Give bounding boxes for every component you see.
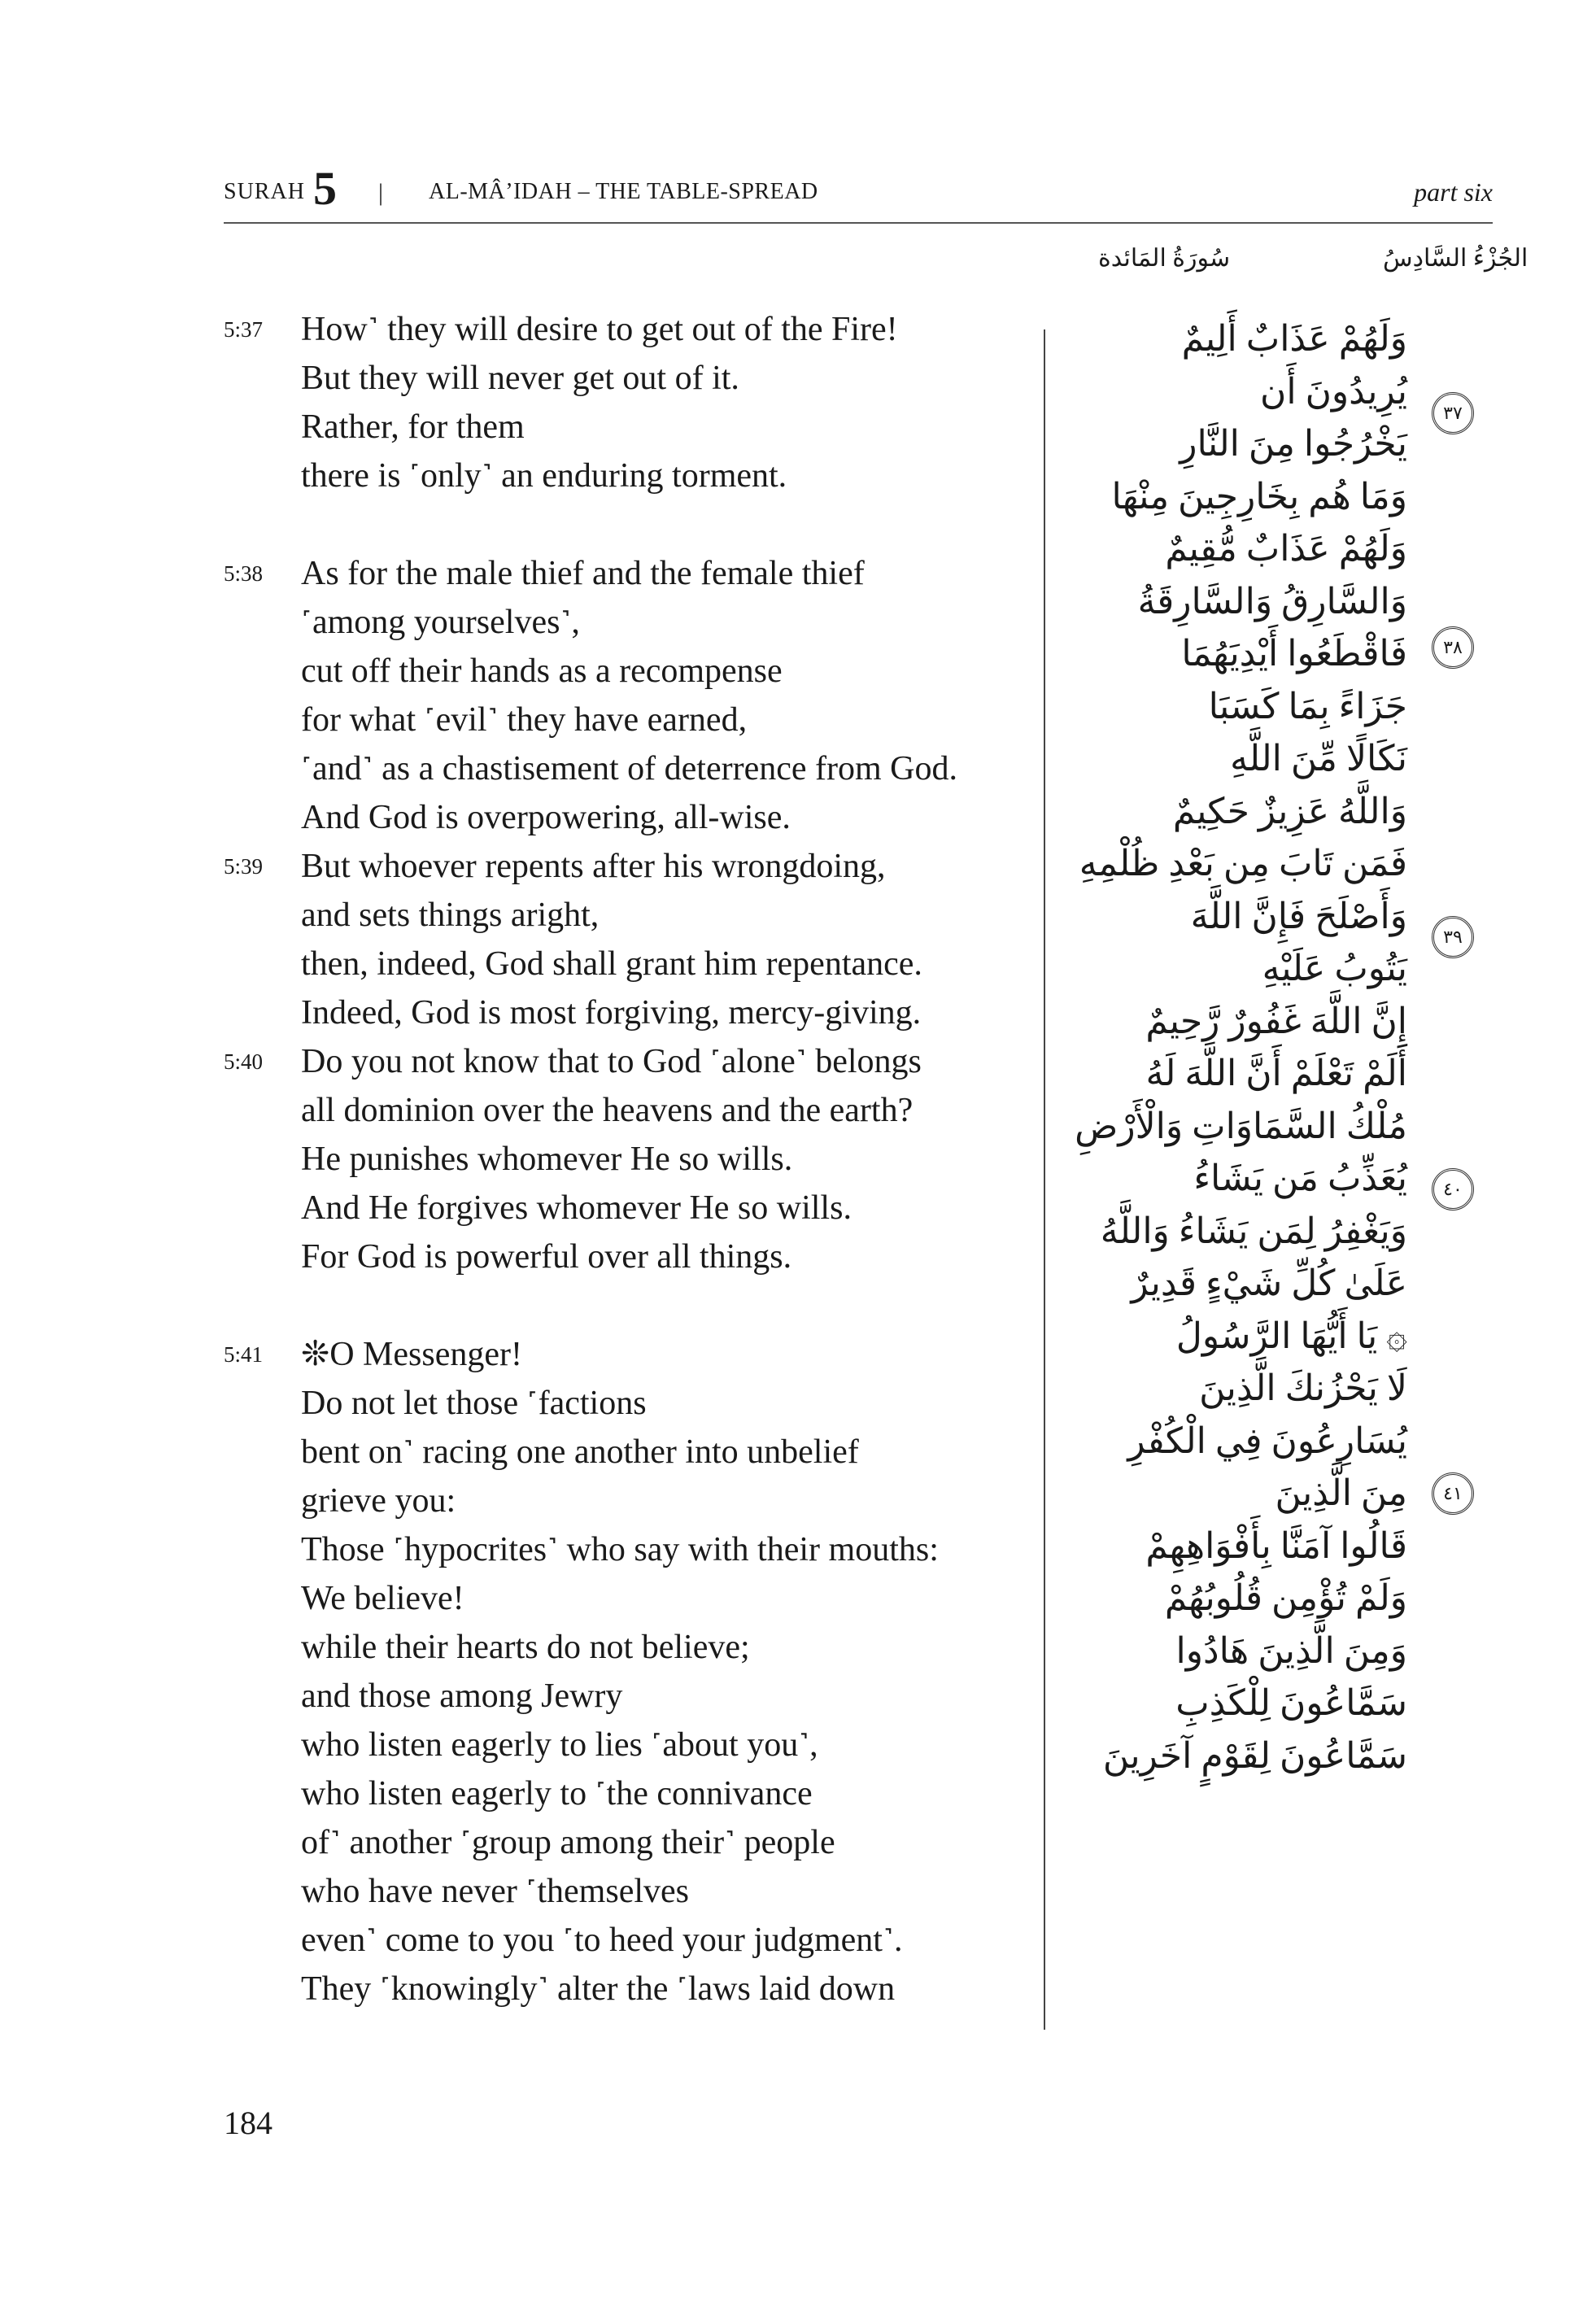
translation-text: of˺ another ˹group among their˺ people xyxy=(301,1824,835,1861)
translation-text: and those among Jewry xyxy=(301,1677,623,1715)
translation-line xyxy=(224,1330,1021,1379)
arabic-line: وَمَا هُم بِخَارِجِينَ مِنْهَا xyxy=(1111,476,1407,517)
translation-line xyxy=(224,451,1021,500)
translation-text: who have never ˹themselves xyxy=(301,1873,689,1910)
translation-text: And God is overpowering, all-wise. xyxy=(301,799,791,836)
arabic-line: أَلَمْ تَعْلَمْ أَنَّ اللَّهَ لَهُ xyxy=(1145,1053,1407,1093)
arabic-line: وَاللَّهُ عَزِيزٌ حَكِيمٌ xyxy=(1172,791,1407,831)
verse-marker-39: ٣٩ xyxy=(1432,916,1474,958)
arabic-line: وَلَهُمْ عَذَابٌ مُّقِيمٌ xyxy=(1165,529,1407,569)
stanza-gap xyxy=(224,500,1021,549)
arabic-line: وَأَصْلَحَ فَإِنَّ اللَّهَ xyxy=(1190,896,1407,936)
translation-line xyxy=(224,598,1021,647)
verse-number: 5:40 xyxy=(224,1049,264,1074)
translation-line xyxy=(224,354,1021,403)
verse-number: 5:39 xyxy=(224,854,264,879)
translation-line xyxy=(224,793,1021,842)
arabic-line: فَمَن تَابَ مِن بَعْدِ ظُلْمِهِ xyxy=(1079,844,1407,883)
arabic-juz-header: الجُزْءُ السَّادِسُ xyxy=(1383,245,1528,272)
translation-text: Do not let those ˹factions xyxy=(301,1385,647,1422)
translation-text: Those ˹hypocrites˺ who say with their mouths: xyxy=(301,1531,939,1568)
translation-text: But they will never get out of it. xyxy=(301,360,739,397)
translation-line xyxy=(224,988,1021,1037)
translation-line xyxy=(224,1769,1021,1818)
translation-line xyxy=(224,1477,1021,1525)
verse-number: 5:38 xyxy=(224,561,264,586)
translation-text: and sets things aright, xyxy=(301,896,600,934)
verse-number: 5:37 xyxy=(224,317,264,342)
translation-line xyxy=(224,1232,1021,1281)
translation-line xyxy=(224,305,1021,354)
translation-text: For God is powerful over all things. xyxy=(301,1238,792,1276)
translation-text: As for the male thief and the female thief xyxy=(301,555,865,592)
arabic-line: قَالُوا آمَنَّا بِأَفْوَاهِهِمْ xyxy=(1145,1525,1407,1566)
header-separator: | xyxy=(378,179,384,206)
arabic-line: وَمِنَ الَّذِينَ هَادُوا xyxy=(1175,1630,1407,1671)
translation-text: cut off their hands as a recompense xyxy=(301,652,783,690)
translation-line xyxy=(224,1086,1021,1135)
verse-marker-38: ٣٨ xyxy=(1432,626,1474,669)
arabic-line: يُعَذِّبُ مَن يَشَاءُ xyxy=(1193,1158,1407,1198)
translation-text: ˹and˺ as a chastisement of deterrence from God. xyxy=(301,750,957,787)
translation-line xyxy=(224,696,1021,744)
arabic-line: جَزَاءً بِمَا كَسَبَا xyxy=(1208,686,1407,726)
translation-line xyxy=(224,1672,1021,1721)
arabic-line: لَا يَحْزُنكَ الَّذِينَ xyxy=(1199,1368,1407,1408)
page-number: 184 xyxy=(224,2105,273,2141)
translation-line xyxy=(224,549,1021,598)
surah-label: SURAH xyxy=(224,179,305,204)
arabic-line: نَكَالًا مِّنَ اللَّهِ xyxy=(1230,739,1407,779)
arabic-line: مِنَ الَّذِينَ xyxy=(1275,1473,1407,1513)
running-header xyxy=(224,162,1493,215)
column-divider xyxy=(1044,329,1045,2030)
translation-line xyxy=(224,1965,1021,2013)
translation-line xyxy=(224,1037,1021,1086)
surah-number: 5 xyxy=(313,162,337,215)
verse-marker-37: ٣٧ xyxy=(1432,392,1474,434)
stanza-gap xyxy=(224,1281,1021,1330)
english-translation xyxy=(224,305,1021,2013)
translation-line xyxy=(224,1623,1021,1672)
arabic-line: وَالسَّارِقُ وَالسَّارِقَةُ xyxy=(1137,581,1407,622)
arabic-line: سَمَّاعُونَ لِقَوْمٍ آخَرِينَ xyxy=(1102,1735,1407,1776)
translation-text: ˹among yourselves˺, xyxy=(301,604,580,641)
arabic-line: وَلَهُمْ عَذَابٌ أَلِيمٌ xyxy=(1181,319,1407,359)
translation-text: But whoever repents after his wrongdoing, xyxy=(301,848,886,885)
translation-text: while their hearts do not believe; xyxy=(301,1629,750,1666)
translation-text: there is ˹only˺ an enduring torment. xyxy=(301,457,787,495)
arabic-line: عَلَىٰ كُلِّ شَيْءٍ قَدِيرٌ xyxy=(1131,1263,1407,1303)
translation-line xyxy=(224,403,1021,451)
translation-text: bent on˺ racing one another into unbelief xyxy=(301,1433,859,1471)
verse-number: 5:41 xyxy=(224,1342,264,1367)
verse-marker-41: ٤١ xyxy=(1432,1472,1474,1515)
translation-text: We believe! xyxy=(301,1580,464,1617)
arabic-line: يُسَارِعُونَ فِي الْكُفْرِ xyxy=(1127,1420,1407,1461)
arabic-line: وَلَمْ تُؤْمِن قُلُوبُهُمْ xyxy=(1164,1578,1407,1618)
verse-marker-40: ٤٠ xyxy=(1432,1168,1474,1211)
arabic-line: فَاقْطَعُوا أَيْدِيَهُمَا xyxy=(1181,634,1407,674)
translation-line xyxy=(224,1867,1021,1916)
translation-line xyxy=(224,1721,1021,1769)
translation-text: Indeed, God is most forgiving, mercy-giving. xyxy=(301,994,922,1032)
translation-text: grieve you: xyxy=(301,1482,456,1520)
arabic-line: وَيَغْفِرُ لِمَن يَشَاءُ وَاللَّهُ xyxy=(1100,1211,1407,1251)
translation-line xyxy=(224,1818,1021,1867)
translation-text: who listen eagerly to ˹the connivance xyxy=(301,1775,813,1813)
translation-text: How˺ they will desire to get out of the Fire! xyxy=(301,311,898,348)
arabic-line: مُلْكُ السَّمَاوَاتِ وَالْأَرْضِ xyxy=(1075,1106,1407,1146)
translation-text: then, indeed, God shall grant him repentance. xyxy=(301,945,922,983)
translation-text: He punishes whomever He so wills. xyxy=(301,1141,793,1178)
translation-line xyxy=(224,842,1021,891)
translation-text: And He forgives whomever He so wills. xyxy=(301,1189,852,1227)
translation-line xyxy=(224,744,1021,793)
arabic-line: يُرِيدُونَ أَن xyxy=(1260,371,1407,412)
translation-line xyxy=(224,1379,1021,1428)
translation-line xyxy=(224,647,1021,696)
translation-line xyxy=(224,1184,1021,1232)
translation-text: even˺ come to you ˹to heed your judgment˺. xyxy=(301,1922,903,1959)
translation-text: who listen eagerly to lies ˹about you˺, xyxy=(301,1726,818,1764)
translation-text: Do you not know that to God ˹alone˺ belongs xyxy=(301,1043,922,1080)
translation-line xyxy=(224,1135,1021,1184)
translation-text: all dominion over the heavens and the earth? xyxy=(301,1092,914,1129)
translation-text: for what ˹evil˺ they have earned, xyxy=(301,701,748,739)
arabic-line: يَخْرُجُوا مِنَ النَّارِ xyxy=(1180,424,1407,464)
translation-line xyxy=(224,1525,1021,1574)
arabic-line: إِنَّ اللَّهَ غَفُورٌ رَّحِيمٌ xyxy=(1145,1001,1407,1041)
arabic-line: سَمَّاعُونَ لِلْكَذِبِ xyxy=(1175,1683,1407,1723)
part-label: part six xyxy=(1414,177,1493,207)
translation-line xyxy=(224,1428,1021,1477)
translation-text: They ˹knowingly˺ alter the ˹laws laid down xyxy=(301,1970,896,2008)
translation-text: Rather, for them xyxy=(301,408,525,446)
translation-line xyxy=(224,1574,1021,1623)
translation-text: ❊O Messenger! xyxy=(301,1336,522,1373)
arabic-surah-header: سُورَةُ المَائدة xyxy=(1098,245,1231,272)
translation-line xyxy=(224,1916,1021,1965)
arabic-text xyxy=(1075,313,1407,1782)
surah-name: AL-MÂ’IDAH – THE TABLE-SPREAD xyxy=(429,179,818,204)
arabic-line: ۞ يَا أَيُّهَا الرَّسُولُ xyxy=(1175,1315,1407,1356)
translation-line xyxy=(224,891,1021,940)
header-rule xyxy=(224,222,1493,224)
translation-line xyxy=(224,940,1021,988)
arabic-line: يَتُوبُ عَلَيْهِ xyxy=(1262,949,1407,988)
